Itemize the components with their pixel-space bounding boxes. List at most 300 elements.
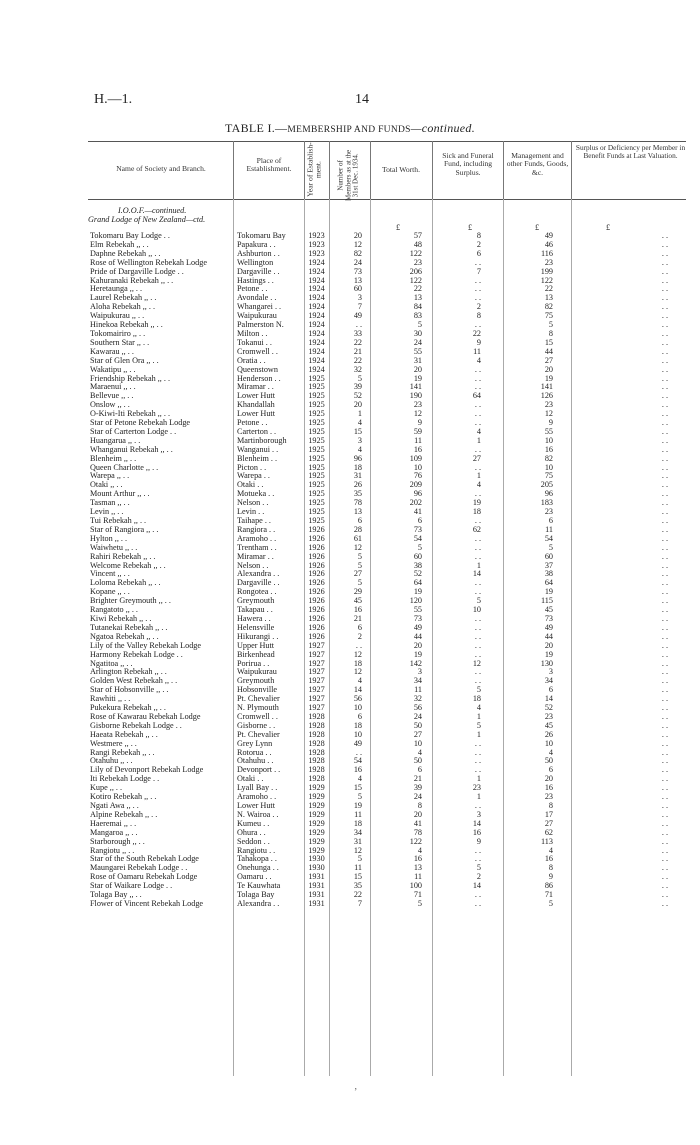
row-sick-fund: . . (474, 410, 481, 419)
row-name: Mount Arthur ,, . . (90, 490, 150, 499)
row-year: 1925 (308, 499, 325, 508)
row-management-fund: 23 (544, 258, 553, 267)
row-year: 1925 (308, 392, 325, 401)
row-members: 49 (353, 312, 362, 321)
row-sick-fund: 27 (472, 454, 481, 463)
row-total-worth: 6 (417, 517, 422, 525)
row-sick-fund: . . (474, 650, 481, 659)
row-sick-fund: . . (474, 365, 481, 374)
row-place: Cromwell . . (237, 712, 278, 721)
row-name: Maungarei Rebekah Lodge . . (90, 864, 188, 873)
row-total-worth: 50 (413, 757, 422, 766)
row-total-worth: 120 (409, 597, 422, 606)
row-year: 1923 (308, 240, 325, 249)
row-members: 45 (353, 597, 362, 606)
row-name: Hinekoa Rebekah ,, . . (90, 321, 163, 330)
row-name: Friendship Rebekah ,, . . (90, 374, 171, 383)
row-place: Miramar . . (237, 383, 274, 392)
row-name: Kotiro Rebekah ,, . . (90, 793, 157, 802)
row-management-fund: 19 (544, 588, 553, 597)
row-place: Lower Hutt (237, 392, 275, 401)
row-place: Petone . . (237, 285, 268, 294)
row-surplus: . . (661, 570, 668, 579)
row-name: Brighter Greymouth ,, . . (90, 597, 171, 606)
row-surplus: . . (661, 659, 668, 668)
table-row (88, 829, 686, 838)
row-year: 1926 (308, 588, 325, 597)
row-surplus: . . (661, 303, 668, 312)
row-surplus: . . (661, 347, 668, 356)
row-name: Star of Glen Ora ,, . . (90, 356, 159, 365)
row-total-worth: 59 (413, 427, 422, 436)
row-name: Kopane ,, . . (90, 588, 130, 597)
row-management-fund: 6 (548, 686, 553, 695)
row-sick-fund: . . (474, 855, 481, 864)
header-divider (370, 141, 371, 199)
row-sick-fund: . . (474, 463, 481, 472)
row-place: Lyall Bay . . (237, 784, 278, 793)
row-surplus: . . (661, 267, 668, 276)
table-row (88, 570, 686, 579)
row-name: Rahiri Rebekah ,, . . (90, 552, 156, 561)
row-surplus: . . (661, 552, 668, 561)
row-surplus: . . (661, 704, 668, 713)
row-management-fund: 6 (548, 517, 553, 525)
row-surplus: . . (661, 481, 668, 490)
row-place: Trentham . . (237, 543, 277, 552)
row-management-fund: 75 (544, 312, 553, 321)
table-row (88, 339, 686, 348)
row-year: 1924 (308, 303, 325, 312)
currency-symbol-sick: £ (468, 223, 473, 232)
row-management-fund: 45 (544, 721, 553, 730)
row-place: Taihape . . (237, 517, 271, 525)
row-members: 27 (353, 570, 362, 579)
row-name: Onslow ,, . . (90, 401, 130, 410)
membership-table (88, 232, 686, 909)
row-year: 1924 (308, 329, 325, 338)
row-name: O-Kiwi-Iti Rebekah ,, . . (90, 410, 171, 419)
row-members: 61 (353, 534, 362, 543)
row-total-worth: 39 (413, 784, 422, 793)
row-management-fund: 199 (540, 267, 553, 276)
row-members: 12 (353, 650, 362, 659)
row-year: 1928 (308, 712, 325, 721)
row-year: 1925 (308, 427, 325, 436)
row-place: Rangiotu . . (237, 846, 276, 855)
row-sick-fund: . . (474, 891, 481, 900)
row-surplus: . . (661, 436, 668, 445)
row-name: Wakatipu ,, . . (90, 365, 136, 374)
row-management-fund: 11 (545, 525, 553, 534)
row-surplus: . . (661, 374, 668, 383)
table-row (88, 526, 686, 535)
row-sick-fund: 1 (476, 775, 481, 784)
row-name: Harmony Rebekah Lodge . . (90, 650, 183, 659)
row-management-fund: 23 (544, 793, 553, 802)
row-total-worth: 49 (413, 623, 422, 632)
row-sick-fund: . . (474, 641, 481, 650)
row-year: 1926 (308, 543, 325, 552)
table-row (88, 660, 686, 669)
row-surplus: . . (661, 294, 668, 303)
row-sick-fund: 14 (472, 570, 481, 579)
row-members: 6 (357, 623, 362, 632)
row-name: Tasman ,, . . (90, 499, 130, 508)
row-name: Warepa ,, . . (90, 472, 130, 481)
row-total-worth: 73 (413, 614, 422, 623)
table-row (88, 900, 686, 909)
table-row (88, 241, 686, 250)
row-place: Hikurangi . . (237, 632, 279, 641)
row-name: Haeata Rebekah ,, . . (90, 730, 158, 739)
row-management-fund: 3 (548, 668, 553, 677)
row-management-fund: 10 (544, 436, 553, 445)
header-bottom-rule (88, 199, 686, 200)
table-row (88, 268, 686, 277)
row-management-fund: 20 (544, 365, 553, 374)
row-members: 2 (357, 632, 362, 641)
row-surplus: . . (661, 766, 668, 775)
row-members: . . (355, 748, 362, 757)
row-management-fund: 26 (544, 730, 553, 739)
row-sick-fund: . . (474, 534, 481, 543)
row-members: 11 (354, 864, 362, 873)
row-name: Welcome Rebekah ,, . . (90, 561, 166, 570)
row-management-fund: 8 (548, 864, 553, 873)
row-sick-fund: . . (474, 285, 481, 294)
row-members: 35 (353, 882, 362, 891)
row-place: Dargaville . . (237, 267, 280, 276)
row-place: Dargaville . . (237, 579, 280, 588)
row-members: 26 (353, 481, 362, 490)
row-sick-fund: 11 (473, 347, 481, 356)
row-total-worth: 41 (413, 508, 422, 517)
row-year: 1927 (308, 641, 325, 650)
row-place: Hobsonville (237, 686, 278, 695)
row-place: N. Plymouth (237, 704, 279, 713)
row-place: Henderson . . (237, 374, 281, 383)
row-surplus: . . (661, 427, 668, 436)
row-members: 1 (357, 410, 362, 419)
table-row (88, 392, 686, 401)
row-year: 1924 (308, 312, 325, 321)
row-year: 1924 (308, 267, 325, 276)
table-row (88, 784, 686, 793)
row-total-worth: 19 (413, 650, 422, 659)
row-name: Lily of Devonport Rebekah Lodge (90, 766, 204, 775)
row-total-worth: 23 (413, 258, 422, 267)
table-row (88, 303, 686, 312)
row-total-worth: 11 (414, 686, 422, 695)
row-total-worth: 48 (413, 240, 422, 249)
row-name: Ngatitoa ,, . . (90, 659, 133, 668)
row-name: Star of Carterton Lodge . . (90, 427, 177, 436)
row-place: Birkenhead (237, 650, 275, 659)
row-total-worth: 11 (414, 873, 422, 882)
row-surplus: . . (661, 623, 668, 632)
row-name: Haeremai ,, . . (90, 819, 137, 828)
row-place: Alexandra . . (237, 899, 280, 908)
row-members: 13 (353, 508, 362, 517)
row-place: Warepa . . (237, 472, 270, 481)
table-row (88, 740, 686, 749)
row-sick-fund: 1 (476, 436, 481, 445)
row-surplus: . . (661, 837, 668, 846)
table-row (88, 348, 686, 357)
row-name: Queen Charlotte ,, . . (90, 463, 159, 472)
row-management-fund: 49 (544, 623, 553, 632)
row-sick-fund: 12 (472, 659, 481, 668)
row-total-worth: 9 (417, 419, 422, 428)
table-row (88, 668, 686, 677)
row-place: Milton . . (237, 329, 268, 338)
row-year: 1925 (308, 374, 325, 383)
row-place: Hawera . . (237, 614, 271, 623)
row-members: 5 (357, 374, 362, 383)
row-sick-fund: . . (474, 614, 481, 623)
row-management-fund: 16 (544, 784, 553, 793)
row-total-worth: 34 (413, 677, 422, 686)
row-total-worth: 24 (413, 338, 422, 347)
row-members: 18 (353, 819, 362, 828)
row-name: Flower of Vincent Rebekah Lodge (90, 899, 204, 908)
currency-symbol-management: £ (535, 223, 540, 232)
row-surplus: . . (661, 775, 668, 784)
row-place: Otaki . . (237, 775, 264, 784)
col-header-year: Year of Establish-ment. (305, 142, 322, 197)
row-sick-fund: . . (474, 294, 481, 303)
row-members: 5 (357, 561, 362, 570)
row-sick-fund: . . (474, 419, 481, 428)
row-place: Seddon . . (237, 837, 270, 846)
row-surplus: . . (661, 828, 668, 837)
row-sick-fund: . . (474, 543, 481, 552)
row-sick-fund: 10 (472, 606, 481, 615)
row-sick-fund: . . (474, 632, 481, 641)
row-name: Huangarua ,, . . (90, 436, 141, 445)
row-members: 18 (353, 659, 362, 668)
row-surplus: . . (661, 846, 668, 855)
row-place: Waipukurau (237, 668, 277, 677)
row-sick-fund: 6 (476, 249, 481, 258)
row-place: Upper Hutt (237, 641, 275, 650)
row-sick-fund: 14 (472, 819, 481, 828)
row-members: 7 (357, 303, 362, 312)
row-total-worth: 11 (414, 436, 422, 445)
row-surplus: . . (661, 891, 668, 900)
row-sick-fund: 1 (476, 472, 481, 481)
row-name: Gisborne Rebekah Lodge . . (90, 721, 182, 730)
row-total-worth: 24 (413, 793, 422, 802)
row-name: Blenheim ,, . . (90, 454, 137, 463)
row-members: 34 (353, 828, 362, 837)
row-name: Laurel Rebekah ,, . . (90, 294, 157, 303)
row-year: 1924 (308, 338, 325, 347)
row-sick-fund: 4 (476, 704, 481, 713)
row-members: 21 (353, 614, 362, 623)
row-sick-fund: . . (474, 802, 481, 810)
row-members: 56 (353, 695, 362, 704)
row-management-fund: 27 (544, 356, 553, 365)
table-row (88, 677, 686, 686)
row-surplus: . . (661, 882, 668, 891)
row-place: Pt. Chevalier (237, 730, 280, 739)
row-management-fund: 16 (544, 855, 553, 864)
row-name: Kiwi Rebekah ,, . . (90, 614, 152, 623)
row-year: 1924 (308, 276, 325, 285)
row-year: 1930 (308, 864, 325, 873)
row-year: 1925 (308, 445, 325, 454)
row-surplus: . . (661, 793, 668, 802)
row-management-fund: 44 (544, 347, 553, 356)
table-body (88, 232, 686, 909)
table-row (88, 757, 686, 766)
row-name: Pride of Dargaville Lodge . . (90, 267, 184, 276)
row-management-fund: 38 (544, 570, 553, 579)
row-year: 1924 (308, 321, 325, 330)
row-year: 1927 (308, 695, 325, 704)
row-sick-fund: . . (474, 517, 481, 525)
table-row (88, 499, 686, 508)
row-total-worth: 38 (413, 561, 422, 570)
row-management-fund: 54 (544, 534, 553, 543)
row-management-fund: 16 (544, 445, 553, 454)
row-total-worth: 64 (413, 579, 422, 588)
table-row (88, 321, 686, 330)
row-members: 21 (353, 347, 362, 356)
header-divider (329, 141, 330, 199)
row-place: Kumeu . . (237, 819, 270, 828)
row-name: Tokomaru Bay Lodge . . (90, 232, 170, 240)
row-place: Carterton . . (237, 427, 277, 436)
table-row (88, 455, 686, 464)
row-name: Vincent ,, . . (90, 570, 130, 579)
row-name: Levin ,, . . (90, 508, 124, 517)
row-sick-fund: 64 (472, 392, 481, 401)
row-sick-fund: 5 (476, 597, 481, 606)
col-header-management: Management and other Funds, Goods, &c. (506, 151, 569, 177)
row-management-fund: 130 (540, 659, 553, 668)
row-sick-fund: . . (474, 490, 481, 499)
table-row (88, 312, 686, 321)
row-year: 1925 (308, 490, 325, 499)
row-year: 1926 (308, 597, 325, 606)
row-total-worth: 109 (409, 454, 422, 463)
row-management-fund: 10 (544, 463, 553, 472)
row-members: . . (355, 321, 362, 330)
row-place: Lower Hutt (237, 802, 275, 810)
row-total-worth: 78 (413, 828, 422, 837)
row-year: 1926 (308, 552, 325, 561)
row-place: Gisborne . . (237, 721, 276, 730)
row-surplus: . . (661, 579, 668, 588)
row-members: 7 (357, 899, 362, 908)
row-management-fund: 45 (544, 606, 553, 615)
row-sick-fund: . . (474, 899, 481, 908)
table-row (88, 864, 686, 873)
row-sick-fund: 18 (472, 508, 481, 517)
row-name: Ngati Awa ,, . . (90, 802, 139, 810)
row-place: Picton . . (237, 463, 267, 472)
row-sick-fund: 22 (472, 329, 481, 338)
row-surplus: . . (661, 401, 668, 410)
row-place: Motueka . . (237, 490, 275, 499)
row-name: Rangatoto ,, . . (90, 606, 138, 615)
row-place: Blenheim . . (237, 454, 278, 463)
row-surplus: . . (661, 472, 668, 481)
row-year: 1928 (308, 721, 325, 730)
table-row (88, 802, 686, 811)
row-surplus: . . (661, 561, 668, 570)
header-divider (503, 141, 504, 199)
table-row (88, 366, 686, 375)
row-members: 52 (353, 392, 362, 401)
row-total-worth: 41 (413, 819, 422, 828)
row-total-worth: 10 (413, 463, 422, 472)
row-management-fund: 5 (548, 321, 553, 330)
row-place: Te Kauwhata (237, 882, 281, 891)
row-management-fund: 82 (544, 454, 553, 463)
row-sick-fund: . . (474, 258, 481, 267)
row-management-fund: 8 (548, 329, 553, 338)
row-name: Rose of Oamaru Rebekah Lodge (90, 873, 198, 882)
row-total-worth: 122 (409, 249, 422, 258)
row-place: Khandallah (237, 401, 275, 410)
row-place: Oamaru . . (237, 873, 272, 882)
row-total-worth: 20 (413, 641, 422, 650)
table-row (88, 749, 686, 758)
row-sick-fund: . . (474, 588, 481, 597)
currency-symbol-worth: £ (396, 223, 401, 232)
row-members: 28 (353, 525, 362, 534)
row-management-fund: 19 (544, 650, 553, 659)
row-place: Greymouth (237, 597, 275, 606)
row-year: 1925 (308, 436, 325, 445)
row-management-fund: 96 (544, 490, 553, 499)
row-sick-fund: . . (474, 668, 481, 677)
row-surplus: . . (661, 730, 668, 739)
row-year: 1926 (308, 614, 325, 623)
row-sick-fund: 7 (476, 267, 481, 276)
table-row (88, 882, 686, 891)
row-management-fund: 46 (544, 240, 553, 249)
row-name: Star of Petone Rebekah Lodge (90, 419, 191, 428)
row-year: 1929 (308, 846, 325, 855)
row-total-worth: 20 (413, 810, 422, 819)
row-surplus: . . (661, 686, 668, 695)
table-row (88, 633, 686, 642)
row-total-worth: 5 (417, 899, 422, 908)
row-name: Aloha Rebekah ,, . . (90, 303, 156, 312)
row-sick-fund: 3 (476, 810, 481, 819)
row-members: 4 (357, 419, 362, 428)
row-total-worth: 122 (409, 276, 422, 285)
row-name: Star of Rangiora ,, . . (90, 525, 159, 534)
row-name: Westmere ,, . . (90, 739, 137, 748)
row-members: 22 (353, 891, 362, 900)
row-name: Lily of the Valley Rebekah Lodge (90, 641, 202, 650)
row-year: 1926 (308, 570, 325, 579)
row-surplus: . . (661, 329, 668, 338)
row-members: 12 (353, 240, 362, 249)
table-row (88, 695, 686, 704)
table-row (88, 606, 686, 615)
col-header-surplus: Surplus or Deficiency per Member in Benefit Funds at Last Valuation. (575, 143, 686, 160)
row-name: Starborough ,, . . (90, 837, 145, 846)
row-members: 15 (353, 784, 362, 793)
table-row (88, 490, 686, 499)
